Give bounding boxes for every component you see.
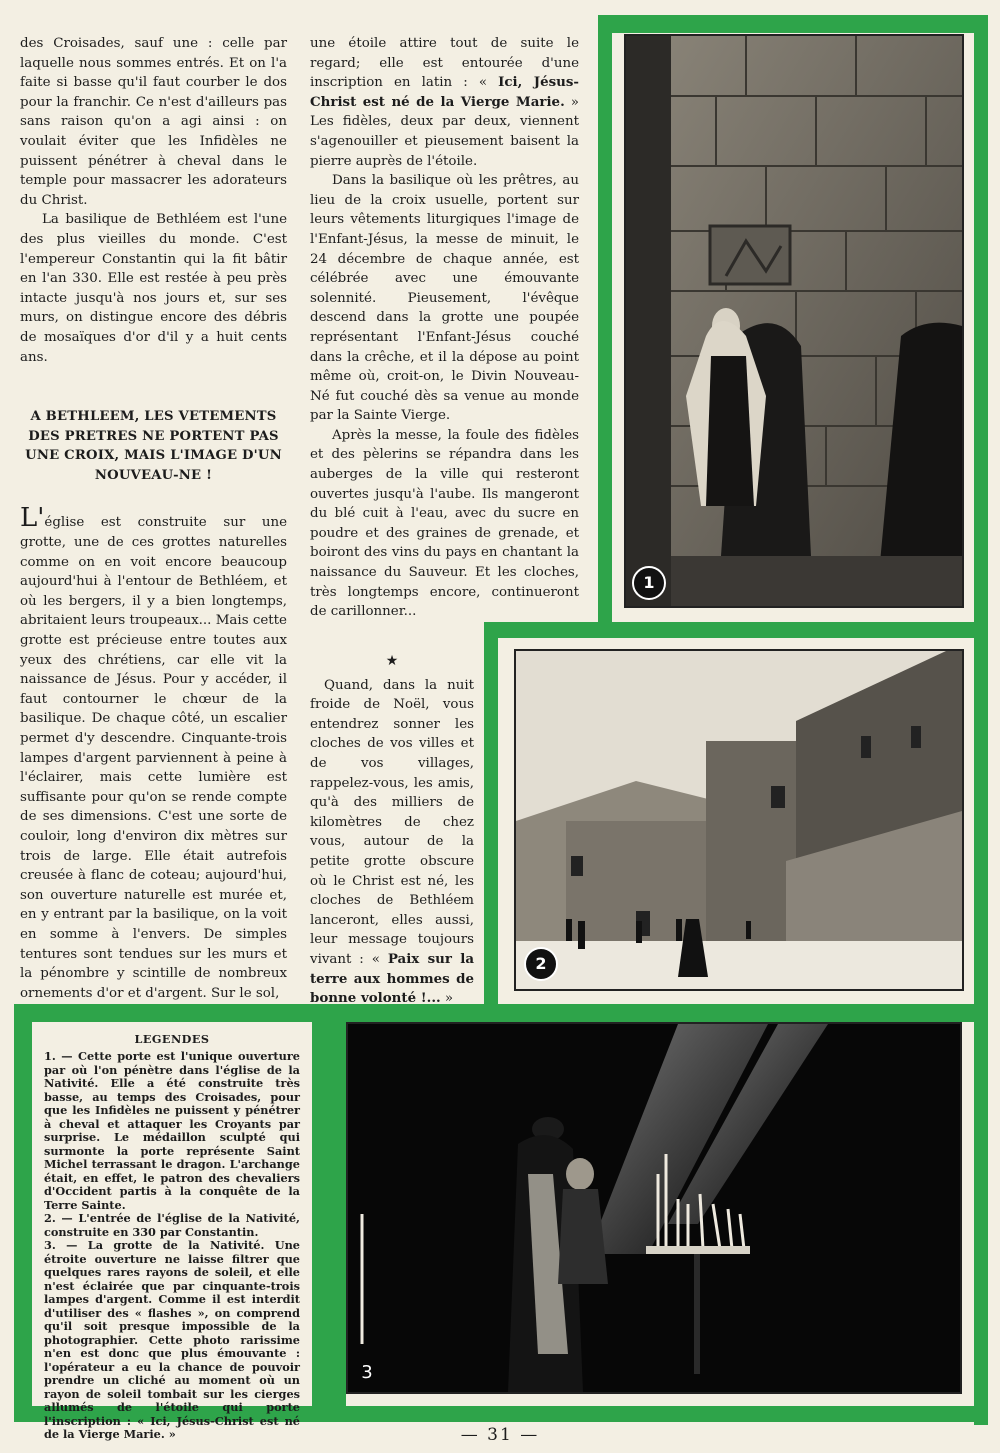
section-heading: A BETHLEEM, LES VETEMENTS DES PRETRES NE PORTENT PAS UNE CROIX, MAIS L'IMAGE D'UN NOUVEAU-NE ! xyxy=(25,409,282,483)
photo-number-badge: 2 xyxy=(524,947,558,981)
grotto-image xyxy=(348,1024,960,1392)
church-door-image xyxy=(626,36,962,606)
article-column-2-lower xyxy=(310,642,474,1009)
basilica-image xyxy=(516,651,962,989)
paragraph: Après la messe, la foule des fidèles et des pèlerins se répandra dans les auberges de la ville qui resteront ouvertes jusqu'à l'aube. Ils mangeront du blé cuit à l'eau, avec du sucre en poudre et des graines de grenade, et boiront des vins du pays en chantant la naissance du Sauveur. Et les cloches, très longtemps encore, continueront de carillonner... xyxy=(310,427,579,620)
frame-right xyxy=(974,15,988,1425)
frame-mid-divider xyxy=(484,622,498,1007)
frame-top-right xyxy=(598,15,988,33)
legend-title: LEGENDES xyxy=(134,1032,210,1046)
star-separator: ★ xyxy=(385,653,399,669)
frame-col-divider xyxy=(598,15,612,625)
photo-church-door xyxy=(624,34,964,608)
legend-item: 1. — Cette porte est l'unique ouverture par où l'on pénètre dans l'église de la Nativité. Elle a été construite très basse, au temps des Croisades, pour que les Infidèles ne puissent y pénétrer à cheval et attaquer les Croyants par surprise. Le médaillon sculpté qui surmonte la porte représente Saint Michel terrassant le dragon. L'archange était, en effet, le patron des chevaliers d'Occident partis à la conquête de la Terre Sainte. xyxy=(44,1049,300,1212)
photo-grotto xyxy=(346,1022,962,1394)
paragraph: Quand, dans la nuit froide de Noël, vous entendrez sonner les cloches de vos villes et de vos villages, rappelez-vous, les amis, qu'à des milliers de kilomètres de chez vous, autour de la petite grotte obscure où le Christ est né, les cloches de Bethléem lanceront, elles aussi, leur message toujours vivant : « Paix sur la terre aux hommes de bonne volonté !... » xyxy=(310,677,475,1007)
legend-box xyxy=(32,1022,312,1441)
frame-left xyxy=(14,1004,32,1420)
paragraph: La basilique de Bethléem est l'une des plus vieilles du monde. C'est l'empereur Constantin qui la fit bâtir en l'an 330. Elle est restée à peu près intacte jusqu'à nos jours et, sur ses murs, on distingue encore des débris de mosaïques d'or d'il y a huit cents ans. xyxy=(20,212,287,365)
photo-number-badge: 1 xyxy=(632,566,666,600)
legend-item: 2. — L'entrée de l'église de la Nativité, construite en 330 par Constantin. xyxy=(44,1211,300,1239)
paragraph: des Croisades, sauf une : celle par laquelle nous sommes entrés. Et on l'a faite si basse qu'il faut courber le dos pour la franchir. Ce n'est d'ailleurs pas sans raison qu'on a agi ainsi : on voulait éviter que les Infidèles ne puissent pénétrer à cheval dans le temple pour massacrer les adorateurs du Christ. xyxy=(20,36,287,208)
photo-number-badge: 3 xyxy=(361,1362,373,1383)
page-number: — 31 — xyxy=(460,1425,540,1445)
photo-basilica-entrance xyxy=(514,649,964,991)
paragraph: Dans la basilique où les prêtres, au lieu de la croix usuelle, portent sur leurs vêtements liturgiques l'image de l'Enfant-Jésus, la messe de minuit, le 24 décembre de chaque année, est célébrée avec une émouvante solennité. Pieusement, l'évêque descend dans la grotte une poupée représentant l'Enfant-Jésus couché dans la crêche, et il la dépose au point même où, croit-on, le Divin Nouveau-Né fut couché dès sa venue au monde par la Sainte Vierge. xyxy=(310,173,579,424)
article-column-2 xyxy=(310,34,579,622)
frame-legend-divider xyxy=(312,1004,346,1420)
frame-mid-band xyxy=(484,622,988,638)
paragraph: L'église est construite sur une grotte, une de ces grottes naturelles comme on en voit encore beaucoup aujourd'hui à l'entour de Bethléem, et où les bergers, il y a bien longtemps, abritaient leurs troupeaux... Mais cette grotte est précieuse entre toutes aux yeux des chrétiens, car elle vit la naissance de Jésus. Pour y accéder, il faut contourner le chœur de la basilique. De chaque côté, un escalier permet d'y descendre. Cinquante-trois lampes d'argent parviennent à peine à l'éclairer, mais cette lumière est suffisante pour qu'on se rende compte de ses dimensions. C'est une sorte de couloir, long d'environ dix mètres sur trois de large. Elle était autrefois creusée à flanc de coteau; aujourd'hui, son ouverture naturelle est murée et, en y entrant par la basilique, on la voit en somme à l'envers. De simples tentures sont tendues sur les murs et la pénombre y scintille de nombreux ornements d'or et d'argent. Sur le sol, xyxy=(20,503,287,1001)
article-column-1 xyxy=(20,34,287,1003)
frame-bottom-band xyxy=(14,1004,988,1022)
legend-item: 3. — La grotte de la Nativité. Une étroite ouverture ne laisse filtrer que quelques rares rayons de soleil, et elle n'est éclairée que par cinquante-trois lampes d'argent. Comme il est interdit d'utiliser des « flashes », on comprend qu'il soit presque impossible de la photographier. Cette photo rarissime n'en est donc que plus émouvante : l'opérateur a eu la chance de pouvoir prendre un cliché au moment où un rayon de soleil tombait sur les cierges allumés de l'étoile qui porte l'inscription : « Ici, Jésus-Christ est né de la Vierge Marie. » xyxy=(44,1238,300,1441)
paragraph: une étoile attire tout de suite le regard; elle est entourée d'une inscription en latin : « Ici, Jésus-Christ est né de la Vierge Marie. » Les fidèles, deux par deux, viennent s'agenouiller et pieusement baisent la pierre auprès de l'étoile. xyxy=(310,36,579,169)
